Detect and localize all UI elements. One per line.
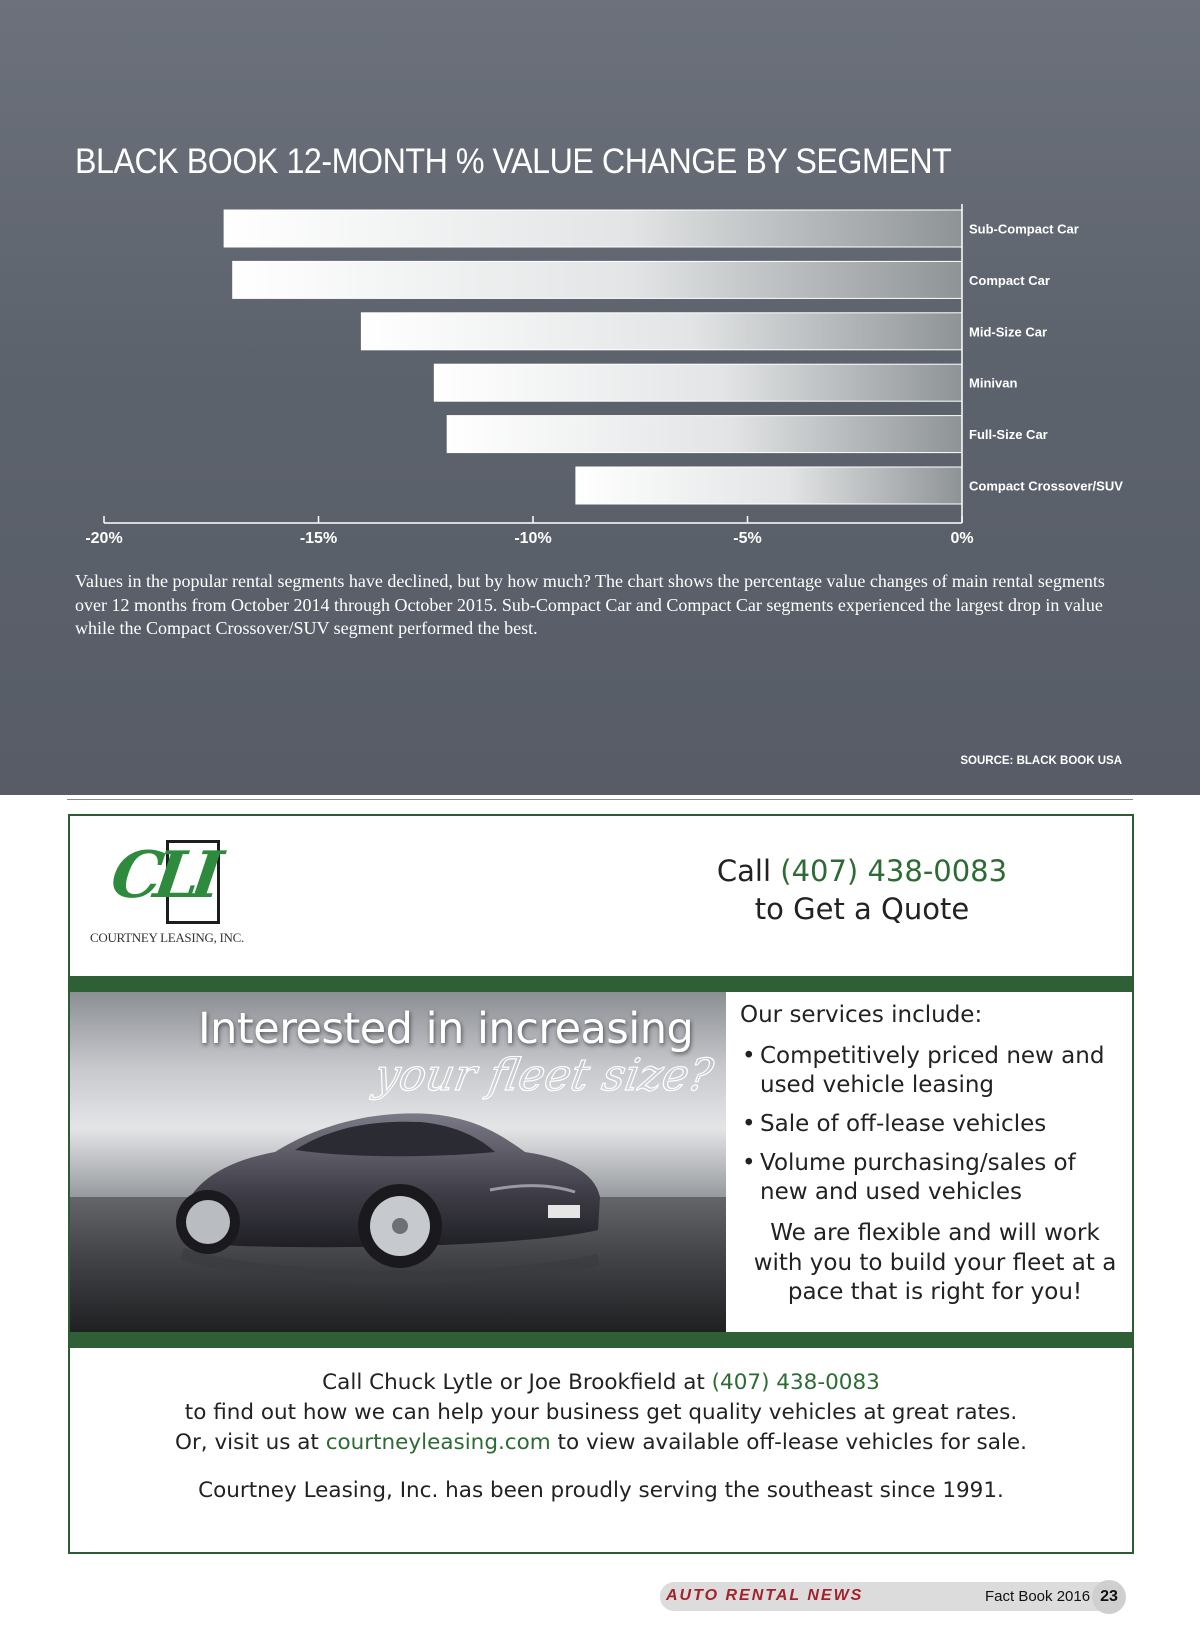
visit-suffix: to view available off-lease vehicles for sale. [550,1430,1027,1455]
courtney-leasing-ad [68,814,1134,1554]
bar-chart [0,195,1200,545]
quote-call-label: Call [716,854,781,888]
chart-caption: Values in the popular rental segments have declined, but by how much? The chart shows the percentage value changes of main rental segments over 12 months from October 2014 through October 2015. Sub-Compact Car and Compact Car segments experienced the largest drop in value while the Compact Crossover/SUV segment performed the best. [75,571,1105,638]
page-number: 23 [1092,1580,1126,1614]
visit-prefix: Or, visit us at [175,1430,326,1455]
category-label: Compact Crossover/SUV [969,478,1123,494]
category-label: Full-Size Car [969,427,1048,443]
company-logo [90,838,290,950]
services-heading: Our services include: [740,1002,983,1028]
services-note: We are flexible and will work with you to build your fleet at a pace that is right for you! [753,1220,1117,1305]
service-item: • Volume purchasing/sales of new and used vehicles [740,1149,1120,1207]
category-label: Mid-Size Car [969,324,1048,340]
page-footer-bar [660,1582,1111,1611]
bar-sub-compact-car [224,210,962,247]
bar-minivan [434,364,962,401]
edition-label: Fact Book 2016 [985,1588,1091,1605]
logo-mark: CLI [106,838,220,913]
x-tick-label: -20% [85,530,123,545]
ad-tagline: your fleet size? [370,1050,717,1101]
category-label: Minivan [969,375,1018,391]
contact-pitch: to find out how we can help your business get quality vehicles at great rates. [184,1400,1018,1425]
service-item: • Competitively priced new and used vehicle leasing [740,1042,1120,1100]
x-tick-label: -5% [733,530,762,545]
publication-name: AUTO RENTAL NEWS [666,1587,864,1604]
category-label: Sub-Compact Car [969,221,1079,237]
bar-mid-size-car [361,313,962,350]
chart-source: SOURCE: BLACK BOOK USA [960,755,1122,767]
ad-headline: Interested in increasing [198,1004,694,1054]
category-label: Compact Car [969,272,1050,288]
contact-names: Call Chuck Lytle or Joe Brookfield at [322,1370,712,1395]
x-tick-label: -10% [514,530,552,545]
section-divider [67,799,1133,800]
chart-panel [0,0,1200,795]
quote-callout [662,852,1062,928]
services-list [740,1042,1120,1207]
bar-compact-car [233,261,962,298]
chart-title: BLACK BOOK 12-MONTH % VALUE CHANGE BY SEGMENT [75,142,952,181]
quote-subline: to Get a Quote [754,892,970,926]
ad-contact-block [70,1368,1132,1506]
website-link[interactable]: courtneyleasing.com [325,1430,551,1455]
bar-compact-crossover-suv [576,467,962,504]
company-history: Courtney Leasing, Inc. has been proudly serving the southeast since 1991. [198,1478,1004,1503]
x-tick-label: -15% [299,530,338,545]
logo-company-name: COURTNEY LEASING, INC. [90,930,244,945]
bar-full-size-car [447,416,962,453]
contact-phone-number: (407) 438-0083 [711,1370,880,1395]
quote-phone-number: (407) 438-0083 [780,854,1008,888]
green-band-bottom [70,1332,1132,1348]
car-photo [70,992,726,1332]
green-band-top [70,976,1132,992]
service-item: • Sale of off-lease vehicles [740,1110,1120,1139]
bars-layer [224,210,1123,504]
x-tick-label: 0% [950,530,974,545]
services-panel [740,1002,1120,1308]
